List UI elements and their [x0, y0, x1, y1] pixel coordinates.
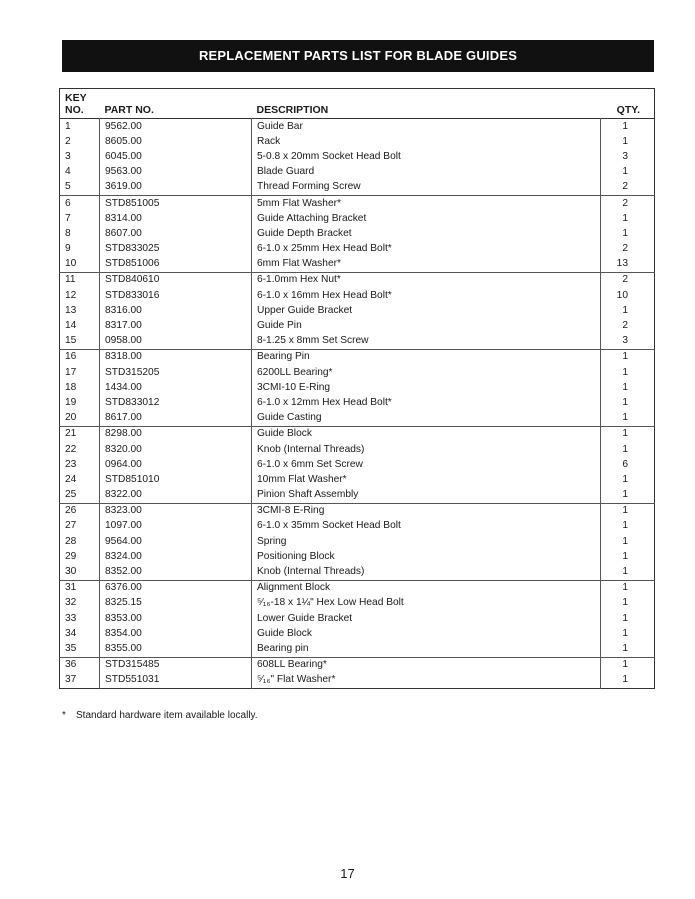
cell-qty: 1	[601, 349, 655, 365]
cell-part-no: 8324.00	[100, 549, 252, 564]
cell-part-no: 1097.00	[100, 519, 252, 534]
cell-key-no: 37	[65, 674, 77, 686]
cell-key-no: 12	[65, 289, 77, 301]
table-row	[60, 272, 655, 288]
cell-description: 3CMI-8 E-Ring	[252, 503, 601, 519]
cell-qty: 13	[601, 257, 655, 273]
table-row	[60, 534, 655, 549]
cell-description: ⁵⁄₁₆-18 x 1¼" Hex Low Head Bolt	[252, 596, 601, 611]
cell-description: Guide Bar	[252, 119, 601, 135]
table-row	[60, 564, 655, 580]
cell-key-no: 5	[65, 181, 71, 193]
cell-part-no: 9563.00	[100, 165, 252, 180]
cell-key-no: 11	[60, 272, 100, 288]
table-row	[60, 318, 655, 333]
table-row	[60, 303, 655, 318]
cell-description: 5mm Flat Washer*	[252, 195, 601, 211]
cell-part-no: STD833025	[100, 242, 252, 257]
cell-key-no: 30	[65, 566, 77, 578]
cell-part-no: 8617.00	[100, 411, 252, 427]
cell-key-no: 19	[65, 396, 77, 408]
cell-key-no: 27	[65, 520, 77, 532]
parts-table-header	[60, 89, 655, 119]
cell-part-no: 3619.00	[100, 180, 252, 196]
cell-key-no: 32	[65, 597, 77, 609]
cell-qty: 2	[601, 180, 655, 196]
table-row	[60, 134, 655, 149]
cell-key-no: 3	[65, 150, 71, 162]
table-row	[60, 226, 655, 241]
cell-part-no: 8353.00	[100, 611, 252, 626]
cell-qty: 1	[601, 303, 655, 318]
cell-qty: 2	[601, 272, 655, 288]
table-row	[60, 457, 655, 472]
cell-qty: 1	[601, 365, 655, 380]
table-row	[60, 641, 655, 657]
cell-part-no: 9564.00	[100, 534, 252, 549]
cell-part-no: 0964.00	[100, 457, 252, 472]
page-number: 17	[340, 866, 355, 881]
cell-key-no: 36	[60, 657, 100, 673]
cell-part-no: 8317.00	[100, 318, 252, 333]
cell-key-no: 17	[65, 366, 77, 378]
cell-description: Bearing pin	[252, 641, 601, 657]
cell-part-no: 8607.00	[100, 226, 252, 241]
cell-qty: 2	[601, 318, 655, 333]
table-row	[60, 596, 655, 611]
cell-key-no: 20	[65, 412, 77, 424]
table-row	[60, 211, 655, 226]
table-row	[60, 119, 655, 135]
cell-description: Bearing Pin	[252, 349, 601, 365]
cell-qty: 1	[601, 411, 655, 427]
cell-description: 6-1.0mm Hex Nut*	[252, 272, 601, 288]
cell-key-no: 34	[65, 627, 77, 639]
cell-qty: 1	[601, 657, 655, 673]
cell-part-no: STD851010	[100, 472, 252, 487]
cell-description: Thread Forming Screw	[252, 180, 601, 196]
table-row	[60, 257, 655, 273]
cell-qty: 1	[601, 119, 655, 135]
table-row	[60, 519, 655, 534]
cell-description: 8-1.25 x 8mm Set Screw	[252, 334, 601, 350]
cell-key-no: 18	[65, 381, 77, 393]
cell-qty: 1	[601, 549, 655, 564]
cell-description: 6-1.0 x 6mm Set Screw	[252, 457, 601, 472]
cell-qty: 1	[601, 165, 655, 180]
cell-description: Guide Block	[252, 626, 601, 641]
table-row	[60, 657, 655, 673]
cell-description: Guide Casting	[252, 411, 601, 427]
cell-qty: 1	[601, 488, 655, 504]
cell-key-no: 13	[65, 304, 77, 316]
cell-qty: 1	[601, 395, 655, 410]
cell-description: 6-1.0 x 12mm Hex Head Bolt*	[252, 395, 601, 410]
cell-description: 6-1.0 x 16mm Hex Head Bolt*	[252, 288, 601, 303]
table-row	[60, 626, 655, 641]
cell-key-no: 29	[65, 550, 77, 562]
cell-part-no: STD833016	[100, 288, 252, 303]
cell-part-no: 8355.00	[100, 641, 252, 657]
cell-qty: 1	[601, 211, 655, 226]
cell-part-no: STD851005	[100, 195, 252, 211]
cell-qty: 1	[601, 503, 655, 519]
cell-qty: 1	[601, 442, 655, 457]
table-row	[60, 426, 655, 442]
cell-part-no: STD840610	[100, 272, 252, 288]
cell-key-no: 31	[60, 580, 100, 596]
cell-part-no: 6376.00	[100, 580, 252, 596]
cell-qty: 1	[601, 564, 655, 580]
cell-description: Knob (Internal Threads)	[252, 442, 601, 457]
cell-part-no: 6045.00	[100, 149, 252, 164]
cell-part-no: 8352.00	[100, 564, 252, 580]
cell-part-no: 8318.00	[100, 349, 252, 365]
table-row	[60, 673, 655, 689]
table-row	[60, 180, 655, 196]
header-qty: QTY.	[616, 104, 640, 116]
page-title-banner: REPLACEMENT PARTS LIST FOR BLADE GUIDES	[62, 40, 654, 72]
cell-part-no: 8323.00	[100, 503, 252, 519]
cell-description: Blade Guard	[252, 165, 601, 180]
cell-part-no: 8316.00	[100, 303, 252, 318]
cell-description: Knob (Internal Threads)	[252, 564, 601, 580]
cell-key-no: 22	[65, 443, 77, 455]
table-row	[60, 242, 655, 257]
header-key-line2: NO.	[65, 104, 84, 116]
table-row	[60, 503, 655, 519]
cell-part-no: 8314.00	[100, 211, 252, 226]
cell-qty: 1	[601, 226, 655, 241]
cell-description: 10mm Flat Washer*	[252, 472, 601, 487]
cell-key-no: 2	[65, 135, 71, 147]
table-row	[60, 488, 655, 504]
cell-key-no: 16	[60, 349, 100, 365]
cell-description: Guide Attaching Bracket	[252, 211, 601, 226]
parts-table-body	[60, 119, 655, 689]
cell-key-no: 9	[65, 243, 71, 255]
cell-description: Guide Pin	[252, 318, 601, 333]
cell-description: Guide Block	[252, 426, 601, 442]
cell-description: 6-1.0 x 25mm Hex Head Bolt*	[252, 242, 601, 257]
table-row	[60, 165, 655, 180]
footnote	[62, 710, 258, 721]
cell-qty: 1	[601, 134, 655, 149]
cell-description: Upper Guide Bracket	[252, 303, 601, 318]
cell-description: Spring	[252, 534, 601, 549]
cell-qty: 3	[601, 149, 655, 164]
table-row	[60, 288, 655, 303]
cell-part-no: STD551031	[100, 673, 252, 689]
table-row	[60, 611, 655, 626]
cell-key-no: 25	[65, 489, 77, 501]
cell-qty: 1	[601, 580, 655, 596]
cell-key-no: 23	[65, 458, 77, 470]
cell-part-no: 8322.00	[100, 488, 252, 504]
cell-qty: 2	[601, 195, 655, 211]
cell-key-no: 35	[65, 642, 77, 654]
table-row	[60, 549, 655, 564]
cell-qty: 1	[601, 611, 655, 626]
cell-key-no: 10	[65, 258, 77, 270]
header-key-no	[60, 89, 100, 119]
cell-key-no: 8	[65, 227, 71, 239]
cell-qty: 3	[601, 334, 655, 350]
cell-part-no: STD315205	[100, 365, 252, 380]
cell-part-no: 0958.00	[100, 334, 252, 350]
header-key-line1: KEY	[65, 92, 87, 104]
cell-description: Rack	[252, 134, 601, 149]
footnote-text: Standard hardware item available locally.	[76, 710, 258, 721]
parts-table	[59, 88, 655, 689]
cell-description: 6-1.0 x 35mm Socket Head Bolt	[252, 519, 601, 534]
cell-description: 5-0.8 x 20mm Socket Head Bolt	[252, 149, 601, 164]
table-row	[60, 349, 655, 365]
cell-key-no: 6	[60, 195, 100, 211]
cell-part-no: 1434.00	[100, 380, 252, 395]
table-row	[60, 411, 655, 427]
table-row	[60, 380, 655, 395]
cell-part-no: 8354.00	[100, 626, 252, 641]
header-part-no: PART NO.	[104, 104, 154, 116]
cell-qty: 6	[601, 457, 655, 472]
cell-qty: 1	[601, 380, 655, 395]
cell-qty: 1	[601, 519, 655, 534]
cell-qty: 1	[601, 673, 655, 689]
cell-key-no: 21	[60, 426, 100, 442]
cell-description: 6200LL Bearing*	[252, 365, 601, 380]
cell-key-no: 1	[65, 120, 71, 132]
cell-part-no: 8325.15	[100, 596, 252, 611]
cell-key-no: 4	[65, 166, 71, 178]
table-row	[60, 580, 655, 596]
table-row	[60, 334, 655, 350]
cell-key-no: 33	[65, 612, 77, 624]
cell-qty: 10	[601, 288, 655, 303]
table-row	[60, 149, 655, 164]
cell-description: Alignment Block	[252, 580, 601, 596]
cell-description: Lower Guide Bracket	[252, 611, 601, 626]
cell-part-no: STD851006	[100, 257, 252, 273]
cell-qty: 1	[601, 534, 655, 549]
cell-qty: 2	[601, 242, 655, 257]
cell-part-no: 8320.00	[100, 442, 252, 457]
cell-key-no: 28	[65, 535, 77, 547]
table-row	[60, 195, 655, 211]
cell-description: ⁵⁄₁₆" Flat Washer*	[252, 673, 601, 689]
cell-description: Guide Depth Bracket	[252, 226, 601, 241]
cell-key-no: 7	[65, 212, 71, 224]
cell-key-no: 15	[65, 335, 77, 347]
cell-part-no: 8605.00	[100, 134, 252, 149]
cell-qty: 1	[601, 472, 655, 487]
cell-qty: 1	[601, 596, 655, 611]
cell-key-no: 26	[60, 503, 100, 519]
header-description: DESCRIPTION	[256, 104, 329, 116]
cell-qty: 1	[601, 626, 655, 641]
cell-description: Positioning Block	[252, 549, 601, 564]
cell-description: 3CMI-10 E-Ring	[252, 380, 601, 395]
cell-description: Pinion Shaft Assembly	[252, 488, 601, 504]
table-row	[60, 442, 655, 457]
table-row	[60, 395, 655, 410]
cell-part-no: 8298.00	[100, 426, 252, 442]
cell-part-no: STD833012	[100, 395, 252, 410]
footnote-marker: *	[62, 710, 66, 721]
cell-part-no: 9562.00	[100, 119, 252, 135]
cell-qty: 1	[601, 426, 655, 442]
cell-key-no: 14	[65, 320, 77, 332]
table-row	[60, 472, 655, 487]
cell-description: 608LL Bearing*	[252, 657, 601, 673]
cell-qty: 1	[601, 641, 655, 657]
cell-description: 6mm Flat Washer*	[252, 257, 601, 273]
cell-key-no: 24	[65, 473, 77, 485]
table-row	[60, 365, 655, 380]
cell-part-no: STD315485	[100, 657, 252, 673]
